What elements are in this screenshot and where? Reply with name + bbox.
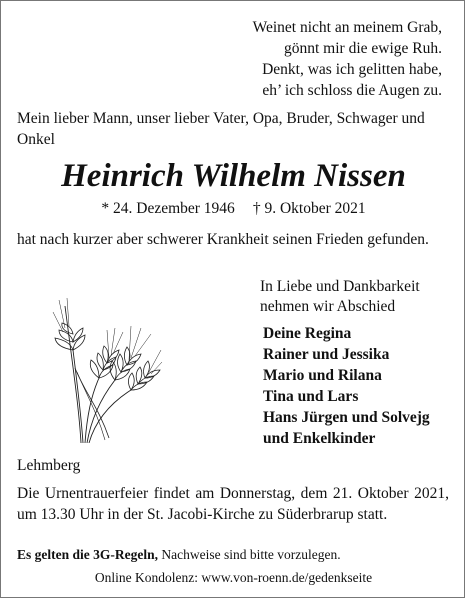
family-member: Deine Regina xyxy=(263,325,352,342)
online-condolence: Online Kondolenz: www.von-roenn.de/gedenkseite xyxy=(94,570,373,585)
family-member: Rainer und Jessika xyxy=(263,346,390,363)
thanks-line: nehmen wir Abschied xyxy=(260,298,396,315)
rules-text: Nachweise sind bitte vorzulegen. xyxy=(158,547,341,562)
death-date: † 9. Oktober 2021 xyxy=(252,200,366,217)
deceased-name: Heinrich Wilhelm Nissen xyxy=(61,158,406,194)
poem-line: eh’ ich schloss die Augen zu. xyxy=(262,82,442,99)
intro-text: Mein lieber Mann, unser lieber Vater, Opa, Bruder, Schwager und Onkel xyxy=(17,110,425,148)
poem-line: Weinet nicht an meinem Grab, xyxy=(252,19,442,36)
rules-bold: Es gelten die 3G-Regeln, xyxy=(17,547,158,562)
family-member: Tina und Lars xyxy=(263,388,359,405)
poem-line: Denkt, was ich gelitten habe, xyxy=(262,61,442,78)
covid-rules-note xyxy=(17,546,457,564)
death-text: hat nach kurzer aber schwerer Krankheit seinen Frieden gefunden. xyxy=(17,231,429,248)
thanks-line: In Liebe und Dankbarkeit xyxy=(260,278,420,295)
poem xyxy=(253,17,442,101)
family-list xyxy=(263,323,430,449)
place-name: Lehmberg xyxy=(17,457,81,474)
wheat-ears-icon xyxy=(51,298,163,443)
funeral-info: Die Urnentrauerfeier findet am Donnerstag, dem 21. Oktober 2021, um 13.30 Uhr in der St. Jacobi-Kirche zu Süderbrarup statt. xyxy=(17,485,449,523)
poem-line: gönnt mir die ewige Ruh. xyxy=(284,40,442,57)
birth-date: * 24. Dezember 1946 xyxy=(101,200,235,217)
family-member: Hans Jürgen und Solvejg xyxy=(263,409,430,426)
life-dates xyxy=(1,199,465,219)
family-member: Mario und Rilana xyxy=(263,367,382,384)
thanks-block xyxy=(260,277,420,317)
family-member: und Enkelkinder xyxy=(263,430,376,447)
